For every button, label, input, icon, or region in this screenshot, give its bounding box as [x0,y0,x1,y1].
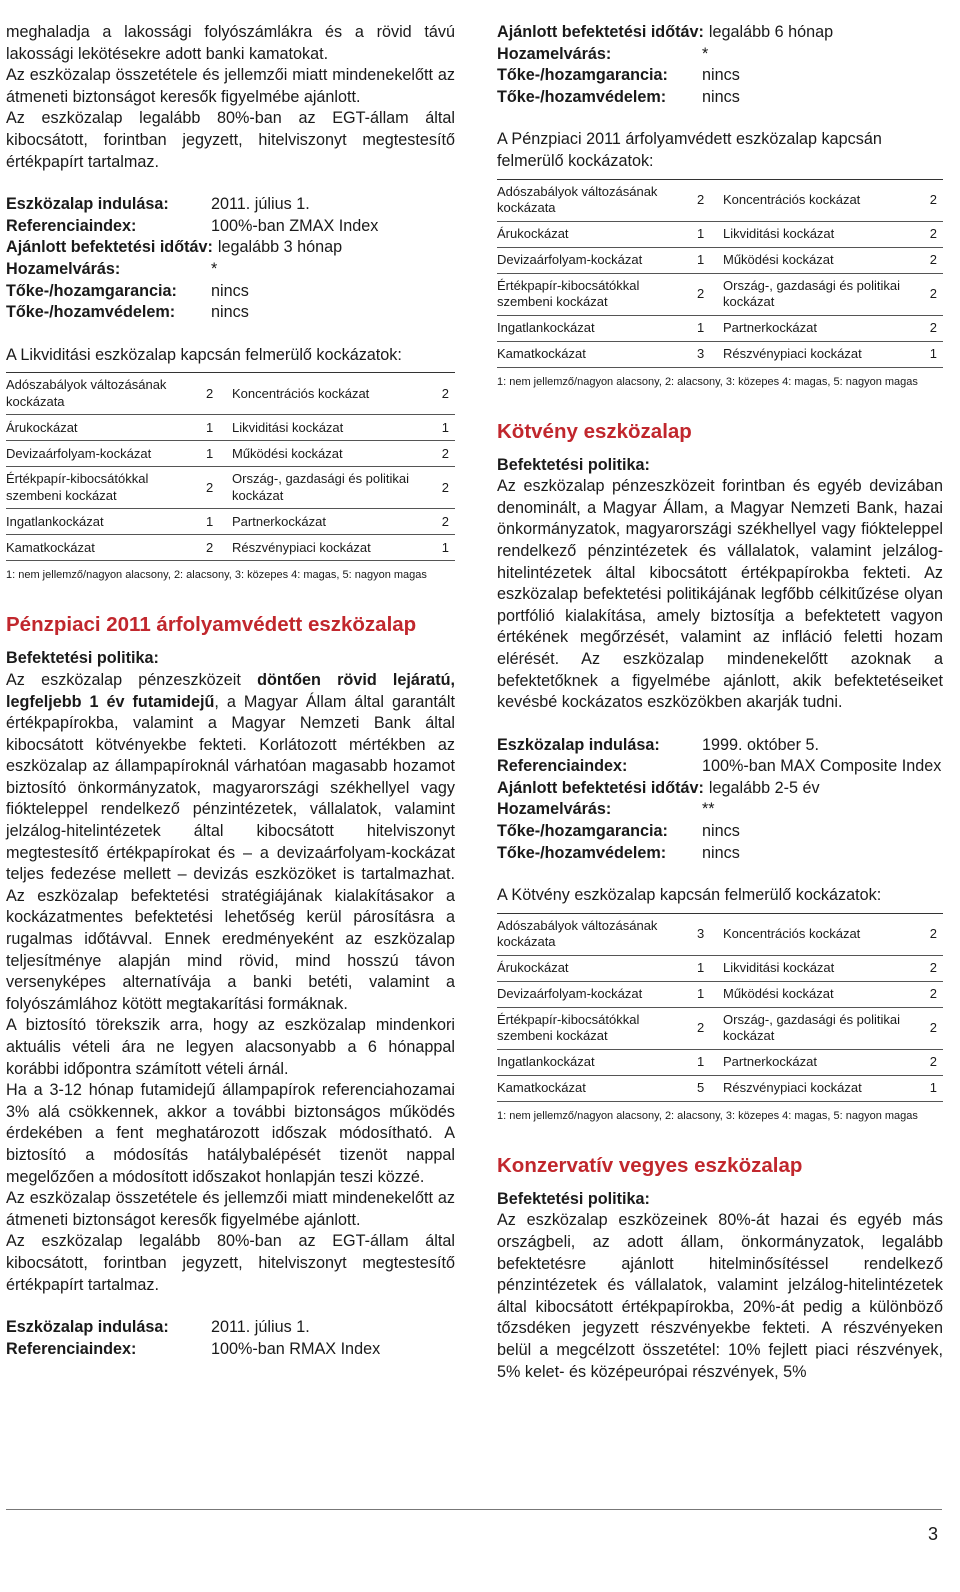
risk-score: 1 [697,251,705,267]
fact-horizon [6,237,455,259]
risk-score: 1 [697,960,705,976]
risk-legend: 1: nem jellemző/nagyon alacsony, 2: alacsony, 3: közepes 4: magas, 5: nagyon magas [497,375,918,388]
fact-yield-expectation [6,259,455,281]
table-row [497,1007,943,1049]
fact-protection [497,843,943,865]
risk-name: Partnerkockázat [723,1054,817,1070]
fact-label: Hozamelvárás: [6,259,121,278]
risk-score: 2 [929,285,937,301]
risk-name: Ország-, gazdasági és politikai kockázat [723,1011,901,1044]
fact-value: 1999. október 5. [702,735,819,754]
risk-score: 1 [441,419,449,435]
risk-name: Árukockázat [497,225,569,241]
risk-name: Részvénypiaci kockázat [232,539,371,555]
risk-score: 2 [697,191,705,207]
risk-score: 3 [697,345,705,361]
risk-name: Koncentrációs kockázat [232,385,370,401]
risk-name: Részvénypiaci kockázat [723,345,862,361]
risk-name: Devizaárfolyam-kockázat [6,445,152,461]
risk-legend: 1: nem jellemző/nagyon alacsony, 2: alacsony, 3: közepes 4: magas, 5: nagyon magas [6,569,427,582]
risk-score: 1 [206,445,214,461]
fact-yield-expectation [497,799,943,821]
risk-score: 2 [929,191,937,207]
risk-table-liquidity [6,372,455,561]
risk-name: Ingatlankockázat [497,1054,595,1070]
fact-label: Hozamelvárás: [497,44,612,63]
risk-name: Ingatlankockázat [497,319,595,335]
table-row [6,509,455,535]
risk-score: 2 [697,285,705,301]
risk-score: 2 [206,385,214,401]
fact-label: Referenciaindex: [497,757,628,776]
risk-name: Működési kockázat [723,251,834,267]
fact-horizon [497,778,943,800]
risk-score: 2 [929,1020,937,1036]
risk-score: 1 [697,1054,705,1070]
table-row [497,341,943,367]
fact-value: * [702,44,709,63]
risk-name: Ország-, gazdasági és politikai kockázat [232,471,410,503]
fact-start-date [6,194,455,216]
risk-name: Működési kockázat [232,445,343,461]
risk-score: 1 [697,319,705,335]
fact-value: 2011. július 1. [211,1318,310,1337]
risk-score: 2 [441,445,449,461]
table-row [497,179,943,221]
risk-score: 1 [929,345,937,361]
risk-score: 2 [441,479,449,495]
fact-label: Eszközalap indulása: [497,735,660,754]
risk-legend: 1: nem jellemző/nagyon alacsony, 2: alacsony, 3: közepes 4: magas, 5: nagyon magas [497,1109,918,1122]
fact-value: nincs [702,843,740,862]
fact-label: Tőke-/hozamvédelem: [497,843,667,862]
risk-name: Likviditási kockázat [723,960,835,976]
risk-score: 2 [929,1054,937,1070]
fact-label: Tőke-/hozamgarancia: [497,822,668,841]
policy-text: Az eszközalap pénzeszközeit [6,670,258,689]
risk-score: 5 [697,1080,705,1096]
table-row [497,273,943,315]
risk-name: Adószabályok változásának kockázata [497,917,658,950]
policy-paragraph-5: Az eszközalap legalább 80%-ban az EGT-állam által kibocsátott, forintban jegyzett, hitelviszonyt megtestesítő értékpapírt tartalmaz. [6,1232,455,1294]
risk-score: 2 [206,479,214,495]
fact-reference-index [6,1339,455,1361]
risk-score: 2 [929,926,937,942]
fact-value: nincs [211,303,249,322]
policy-paragraph [6,670,455,1016]
policy-emphasis: döntően rövid lejáratú, legfeljebb 1 év futamidejű [6,670,456,711]
section-title-bond: Kötvény eszközalap [497,419,692,443]
fact-protection [6,302,455,324]
table-row [497,955,943,981]
footer-divider [6,1509,942,1510]
fact-value: legalább 6 hónap [708,23,834,41]
fact-value: 2011. július 1. [211,195,310,214]
risk-name: Kamatkockázat [6,539,95,555]
table-row [497,1049,943,1075]
risk-table-bond [497,913,943,1102]
risk-score: 2 [929,319,937,335]
policy-text: , a Magyar Állam által garantált értékpapírokba, valamint a Magyar Nemzeti Bank által kibocsátott kötvényekbe fekteti. Korlátozott mértékben az eszközalap az állampapíroknál várhatóan magasabb hozamot biztosító önkormányzatok, magyarországi székhellyel vagy fiókteleppel rendelkező pénzintézetek, vállalatok, valamint jelzálog-hitelintézetek által kibocsátott hitelviszonyt megtestesítő értékpapírokat és – a devizaárfolyam-kockázat teljes fedezése mellett – devizás eszközöket is tartalmazhat. Az eszközalap befektetési stratégiájának kialakításakor a kockázatmentes befektetési lehetőség kerül párosításra a rugalmas időtávval. Ennek eredményeként az eszközalap teljesítménye alapján mind rövid, mind hosszú távon versenyképes alternatívája a banki betéti, valamint a folyószámlához kötött megtakarítási formáknak. [6,692,455,1013]
risk-name: Likviditási kockázat [723,225,835,241]
fact-horizon [497,22,943,44]
fact-yield-expectation [497,44,943,66]
fact-label: Referenciaindex: [6,1339,137,1358]
fact-guarantee [497,821,943,843]
risk-name: Kamatkockázat [497,1080,586,1096]
fact-value: 100%-ban MAX Composite Index [702,757,942,776]
page-number: 3 [927,1524,938,1544]
policy-label: Befektetési politika: [497,1189,650,1208]
intro-paragraph-2: Az eszközalap összetétele és jellemzői miatt mindenekelőtt az átmeneti biztonságot keresők figyelmébe ajánlott. [6,66,455,106]
intro-paragraph-1: meghaladja a lakossági folyószámlákra és a rövid távú lakossági lekötésekre adott banki kamatokat. [6,23,455,63]
fact-value: nincs [211,281,249,300]
risk-name: Likviditási kockázat [232,419,344,435]
risk-name: Értékpapír-kibocsátókkal szembeni kockázat [497,1011,640,1044]
risk-score: 2 [441,513,449,529]
fact-value: nincs [702,87,740,106]
risk-score: 1 [929,1080,937,1096]
fact-label: Ajánlott befektetési időtáv: [497,778,704,797]
table-row [6,415,455,441]
risk-name: Koncentrációs kockázat [723,191,861,207]
fact-start-date [497,735,943,757]
table-row [6,535,455,561]
fact-label: Ajánlott befektetési időtáv: [497,23,704,41]
risk-score: 2 [929,986,937,1002]
risk-name: Működési kockázat [723,986,834,1002]
fact-label: Ajánlott befektetési időtáv: [6,238,213,257]
fact-value: nincs [702,822,740,841]
risk-name: Értékpapír-kibocsátókkal szembeni kockázat [6,471,149,503]
risk-name: Ingatlankockázat [6,513,104,529]
risk-name: Ország-, gazdasági és politikai kockázat [723,277,901,310]
section-title-conservative: Konzervatív vegyes eszközalap [497,1153,803,1177]
fact-value: legalább 2-5 év [708,778,820,797]
risk-table-title: A Pénzpiaci 2011 árfolyamvédett eszközalap kapcsán felmerülő kockázatok: [497,130,882,170]
right-column [497,22,943,1383]
policy-paragraph-3: Ha a 3-12 hónap futamidejű állampapírok referenciahozamai 3% alá csökkennek, akkor a további biztonságos működés érdekében a fent meghatározott időszak módosítható. A biztosító a módosítás hatálybalépését tizenöt nappal megelőzően a módosított időszakot honlapján teszi közzé. [6,1081,455,1186]
risk-name: Kamatkockázat [497,345,586,361]
bond-policy-paragraph: Az eszközalap pénzeszközeit forintban és egyéb devizában denominált, a Magyar Állam, a Magyar Nemzeti Bank, hazai önkormányzatok, magyarországi székhellyel vagy fiókteleppel rendelkező pénzintézetek és vállalatok, valamint jelzálog-hitelintézetek által kibocsátott értékpapírokba fekteti. Az eszközalap befektetési politikájának legfőbb célkitűzése olyan portfólió kialakítása, amely biztosítja a befektetett vagyon értékének megőrzését, valamint az infláció feletti hozam elérését. Az eszközalap mindenekelőtt azoknak a befektetőknek a figyelmébe ajánlott, akik befektetéseiket kevésbé kockázatos eszközökben akarják tudni. [497,477,943,712]
fact-start-date [6,1317,455,1339]
table-row [497,981,943,1007]
table-row [6,441,455,467]
risk-score: 1 [697,225,705,241]
fact-value: legalább 3 hónap [217,238,343,257]
risk-name: Részvénypiaci kockázat [723,1080,862,1096]
risk-name: Értékpapír-kibocsátókkal szembeni kockázat [497,277,640,310]
section-title-money-market: Pénzpiaci 2011 árfolyamvédett eszközalap [6,613,417,637]
fact-label: Tőke-/hozamvédelem: [6,303,176,322]
fact-protection [497,87,943,109]
fact-guarantee [497,65,943,87]
conservative-policy-paragraph: Az eszközalap eszközeinek 80%-át hazai és egyéb más országbeli, az adott állam, önkormányzatok, legalább befektetésre ajánlott hitelminősítéssel rendelkező pénzintézetek és vállalatok, valamint jelzálog-hitelintézetek által kibocsátott értékpapírokba, 20%-át pedig a különböző tőzsdéken jegyzett részvényekbe fekteti. A részvényeken belül a megcélzott összetétel: 10% fejlett piaci részvények, 5% kelet- és középeurópai részvények, 5% [497,1211,943,1381]
intro-paragraph-3: Az eszközalap legalább 80%-ban az EGT-állam által kibocsátott, forintban jegyzett, hitelviszonyt megtestesítő értékpapírt tartalmaz. [6,109,455,171]
policy-paragraph-4: Az eszközalap összetétele és jellemzői miatt mindenekelőtt az átmeneti biztonságot keresők figyelmébe ajánlott. [6,1189,455,1229]
risk-score: 2 [929,960,937,976]
fact-value: nincs [702,66,740,85]
risk-table-title: A Kötvény eszközalap kapcsán felmerülő kockázatok: [497,886,882,905]
risk-score: 2 [929,225,937,241]
fact-label: Hozamelvárás: [497,800,612,819]
fact-label: Tőke-/hozamgarancia: [6,281,177,300]
table-row [497,315,943,341]
risk-name: Árukockázat [6,419,78,435]
risk-name: Adószabályok változásának kockázata [497,183,658,216]
table-row [6,373,455,415]
risk-score: 2 [206,539,214,555]
fact-guarantee [6,281,455,303]
fact-label: Tőke-/hozamvédelem: [497,87,667,106]
risk-name: Partnerkockázat [232,513,326,529]
risk-score: 2 [441,385,449,401]
risk-name: Devizaárfolyam-kockázat [497,251,643,267]
risk-score: 1 [697,986,705,1002]
risk-score: 3 [697,926,705,942]
policy-label: Befektetési politika: [497,455,650,474]
table-row [497,913,943,955]
fact-label: Eszközalap indulása: [6,195,169,214]
table-row [497,247,943,273]
left-column [6,22,455,1360]
risk-name: Devizaárfolyam-kockázat [497,986,643,1002]
policy-label: Befektetési politika: [6,649,159,668]
risk-name: Koncentrációs kockázat [723,926,861,942]
risk-score: 1 [206,419,214,435]
table-row [497,1075,943,1101]
risk-score: 2 [929,251,937,267]
fact-value: * [211,259,218,278]
fact-reference-index [497,756,943,778]
risk-name: Partnerkockázat [723,319,817,335]
risk-score: 1 [206,513,214,529]
risk-name: Adószabályok változásának kockázata [6,377,167,409]
table-row [497,221,943,247]
table-row [6,467,455,509]
fact-label: Referenciaindex: [6,216,137,235]
fact-label: Eszközalap indulása: [6,1318,169,1337]
risk-score: 1 [441,539,449,555]
fact-label: Tőke-/hozamgarancia: [497,66,668,85]
risk-name: Árukockázat [497,960,569,976]
policy-paragraph-2: A biztosító törekszik arra, hogy az eszközalap mindenkori aktuális vételi ára ne legyen alacsonyabb a 6 hónappal korábbi időpontra számított vételi árnál. [6,1016,455,1078]
fact-value: 100%-ban ZMAX Index [211,216,379,235]
fact-reference-index [6,216,455,238]
risk-table-title: A Likviditási eszközalap kapcsán felmerülő kockázatok: [6,345,402,364]
fact-value: 100%-ban RMAX Index [211,1339,381,1358]
fact-value: ** [702,800,715,819]
risk-table-money-market [497,179,943,368]
risk-score: 2 [697,1020,705,1036]
